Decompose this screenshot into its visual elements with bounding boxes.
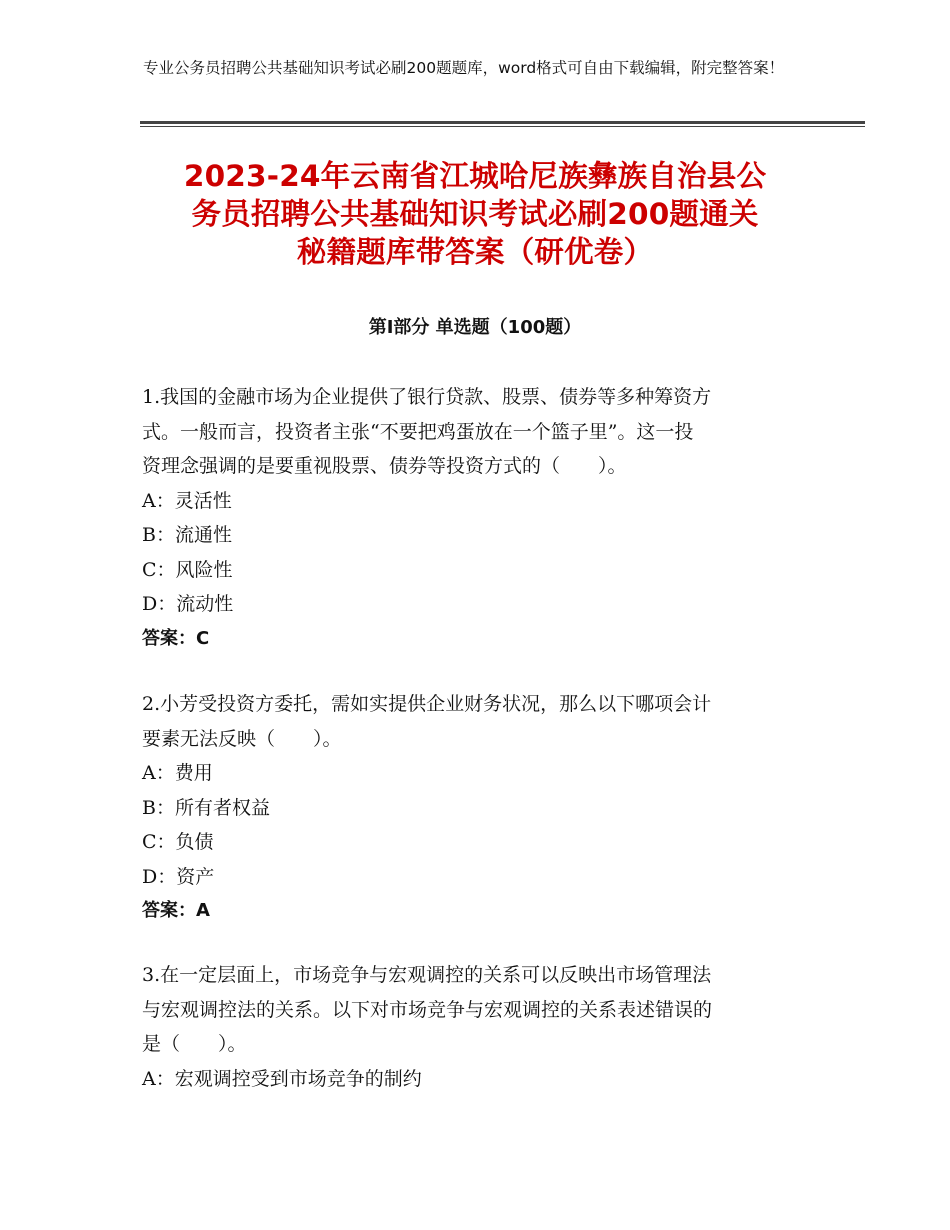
option-a: A：灵活性 [142,489,232,512]
stem-line: 1.我国的金融市场为企业提供了银行贷款、股票、债券等多种筹资方 [142,386,712,408]
stem-line: 资理念强调的是要重视股票、债券等投资方式的（ ）。 [142,455,627,477]
option-d: D：流动性 [142,593,234,615]
stem-line: 式。一般而言，投资者主张“不要把鸡蛋放在一个篮子里”。这一投 [142,420,694,443]
title-line: 2023-24年云南省江城哈尼族彝族自治县公 [183,159,767,193]
question-3 [142,958,812,1096]
header-divider-thick [140,121,865,124]
title-line: 秘籍题库带答案（研优卷） [296,235,654,269]
question-2 [142,687,812,929]
option-b: B：流通性 [142,524,232,546]
document-title [130,157,820,271]
answer: 答案：C [142,627,210,649]
stem-line: 是（ ）。 [142,1033,247,1055]
option-a: A：宏观调控受到市场竞争的制约 [142,1067,422,1090]
stem-line: 要素无法反映（ ）。 [142,727,342,750]
title-line: 务员招聘公共基础知识考试必刷200题通关 [191,197,759,231]
question-stem [142,380,812,484]
header-note: 专业公务员招聘公共基础知识考试必刷200题题库，word格式可自由下载编辑，附完整答案！ [143,59,785,77]
section-heading: 第Ⅰ部分 单选题（100题） [368,317,582,338]
stem-line: 与宏观调控法的关系。以下对市场竞争与宏观调控的关系表述错误的 [142,998,713,1021]
question-1 [142,380,812,656]
header-divider-thin [140,126,865,127]
answer: 答案：A [142,900,210,921]
question-stem [142,958,812,1062]
option-d: D：资产 [142,865,215,888]
option-b: B：所有者权益 [142,796,270,819]
stem-line: 2.小芳受投资方委托，需如实提供企业财务状况，那么以下哪项会计 [142,693,712,715]
option-a: A：费用 [142,762,213,784]
option-c: C：负债 [142,831,214,853]
question-stem [142,687,812,756]
option-c: C：风险性 [142,558,233,581]
stem-line: 3.在一定层面上，市场竞争与宏观调控的关系可以反映出市场管理法 [142,964,712,986]
